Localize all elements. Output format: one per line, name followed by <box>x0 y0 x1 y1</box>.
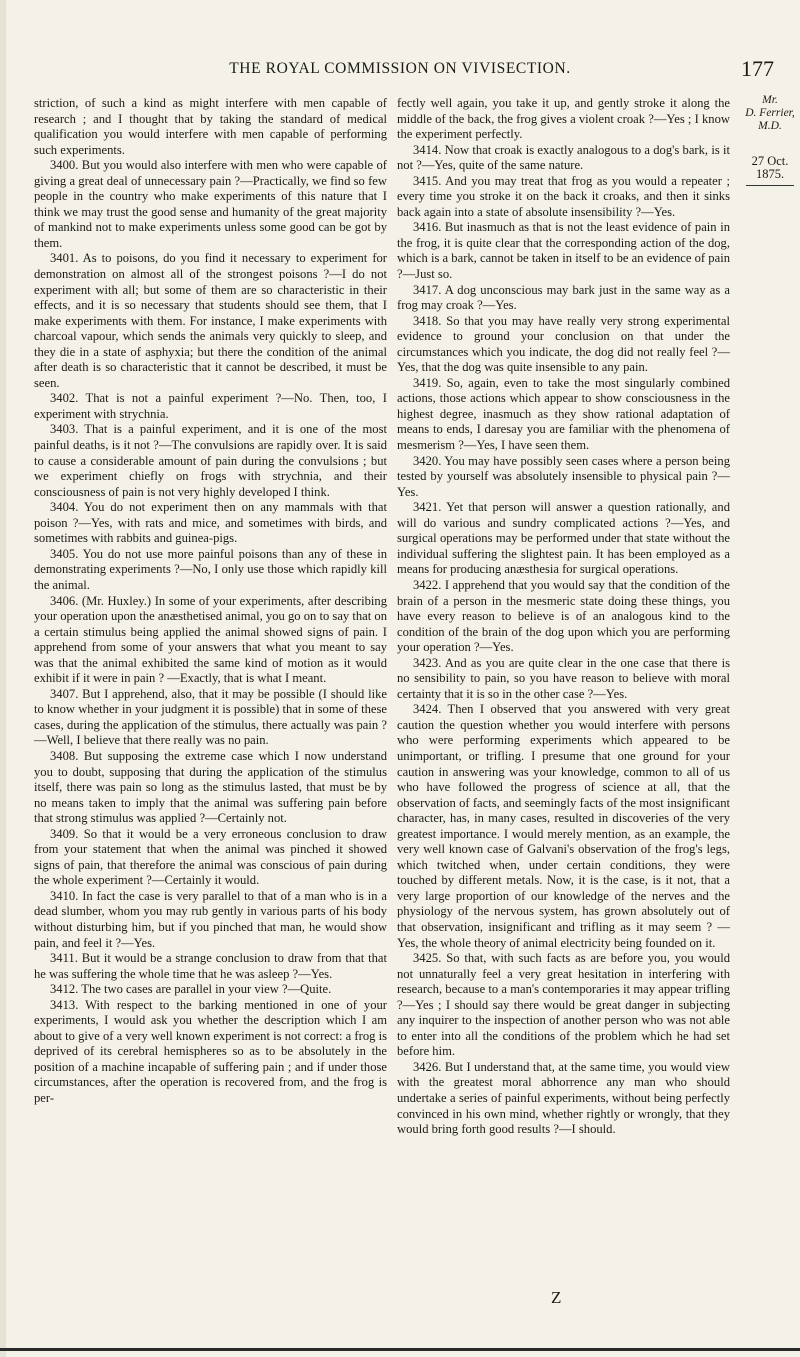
question-3417: 3417. A dog unconscious may bark just in the same way as a frog may croak ?—Yes. <box>397 282 730 313</box>
witness-date: 27 Oct. 1875. <box>751 154 789 181</box>
question-3414: 3414. Now that croak is exactly analogous to a dog's bark, is it not ?—Yes, quite of the same nature. <box>397 142 730 173</box>
question-3425: 3425. So that, with such facts as are before you, you would not unnaturally feel a very great hesitation in interfering with research, because to a man's contemporaries it may appear trifling ?—Yes ; I should say there would be great danger in subjecting any inquirer to the inspection of another person who was not able to enter into all the conditions of the problem which he had set before him. <box>397 951 730 1059</box>
question-3402: 3402. That is not a painful experiment ?—No. Then, too, I experiment with strychnia. <box>34 391 387 421</box>
question-3422: 3422. I apprehend that you would say that the condition of the brain of a person in the mesmeric state doing these things, you have every reason to believe is of an analogous kind to the condition of the brain of the dog upon which you are performing your operation ?—Yes. <box>397 577 730 655</box>
signature-mark: Z <box>551 1288 562 1307</box>
question-3415: 3415. And you may treat that frog as you would a repeater ; every time you stroke it on the back it croaks, and then it sinks back again into a state of absolute insensibility ?—Yes. <box>397 173 730 219</box>
question-3412: 3412. The two cases are parallel in your view ?—Quite. <box>50 982 332 997</box>
witness-prefix: Mr. <box>762 94 778 106</box>
question-3409: 3409. So that it would be a very erroneous conclusion to draw from your statement that when the animal was pinched it showed signs of pain, that therefore the animal was conscious of pain during the whole experiment ?—Certainly it would. <box>34 826 387 888</box>
page-edge-shadow <box>0 0 6 1357</box>
paragraph: striction, of such a kind as might interfere with men capable of research ; and I thought that by taking the standard of medical qualification you would interfere with men capable of performing such experiments. <box>34 96 387 157</box>
question-3410: 3410. In fact the case is very parallel to that of a man who is in a dead slumber, whom you may rub gently in various parts of his body without disturbing him, but if you pinched that man, he would show pain, and feel it ?—Yes. <box>34 888 387 950</box>
question-3405: 3405. You do not use more painful poisons than any of these in demonstrating experiments ?—No, I only use those which rapidly kill the animal. <box>34 546 387 592</box>
question-3406: 3406. (Mr. Huxley.) In some of your experiments, after describing your operation upon the anæsthetised animal, you go on to say that on a certain stimulus being applied the animal showed signs of pain. I apprehend from some of your answers that what you meant to say was that the animal exhibited the same kind of motion as it would exhibit if it were in pain ? —Exactly, that is what I meant. <box>34 593 387 686</box>
question-3404: 3404. You do not experiment then on any mammals with that poison ?—Yes, with rats and mice, and sometimes with birds, and sometimes with rabbits and guinea-pigs. <box>34 500 387 546</box>
witness-degree: M.D. <box>758 120 782 132</box>
left-column <box>34 96 387 1107</box>
question-3401: 3401. As to poisons, do you find it necessary to experiment for demonstration on almost all of the strongest poisons ?—I do not experiment with all; but some of them are so characteristic in their effects, and it is so necessary that students should see them, that I make experiments with them. For instance, I make experiments with charcoal vapour, which sends the animals very quickly to sleep, and they die in a state of asphyxia; but there the condition of the animal after death is so characteristic that it cannot be described, it must be seen. <box>34 251 387 390</box>
question-3423: 3423. And as you are quite clear in the one case that there is no sensibility to pain, so you have reason to believe with moral certainty that it is so in the other case ?—Yes. <box>397 655 730 701</box>
question-3421: 3421. Yet that person will answer a question rationally, and will do various and sundry complicated actions ?—Yes, and surgical operations may be performed under that state without the individual suffering the slightest pain. It has been employed as a means for producing anæsthesia for surgical operations. <box>397 500 730 577</box>
running-title: THE ROYAL COMMISSION ON VIVISECTION. <box>229 60 571 77</box>
question-3426: 3426. But I understand that, at the same time, you would view with the greatest moral abhorrence any man who should undertake a series of painful experiments, without being perfectly convinced in his own mind, whether rightly or wrongly, that they would bring forth good results ?—I should. <box>397 1059 730 1137</box>
question-3407: 3407. But I apprehend, also, that it may be possible (I should like to know whether in your judgment it is possible) that in some of these cases, during the application of the stimulus, there actually was pain ?—Well, I believe that there really was no pain. <box>34 686 387 748</box>
bottom-border <box>0 1348 800 1351</box>
question-3400: 3400. But you would also interfere with men who were capable of giving a great deal of unnecessary pain ?—Practically, we find so few people in the country who make experiments of this nature that I think we may trust the good sense and humanity of the great majority of mankind not to make experiments unless some good can be got by them. <box>34 158 387 250</box>
paragraph: fectly well again, you take it up, and gently stroke it along the middle of the back, the frog gives a violent croak ?—Yes ; I know the experiment perfectly. <box>397 96 730 142</box>
question-3403: 3403. That is a painful experiment, and it is one of the most painful deaths, is it not ?—The convulsions are rapidly over. It is said to cause a considerable amount of pain during the convulsions ; but we experiment chiefly on frogs with strychnia, and their consciousness of pain is not very highly developed I think. <box>34 422 387 499</box>
margin-note <box>744 94 796 186</box>
page-number: 177 <box>741 56 774 81</box>
question-3418: 3418. So that you may have really very strong experimental evidence to ground your conclusion on that under the circumstances which you indicate, the dog did not really feel ?—Yes, that the dog was quite insensible to any pain. <box>397 313 730 375</box>
question-3420: 3420. You may have possibly seen cases where a person being tested by yourself was absolutely insensible to physical pain ?—Yes. <box>397 453 730 499</box>
question-3408: 3408. But supposing the extreme case which I now understand you to doubt, supposing that during the application of the stimulus itself, there was pain so long as the stimulus lasted, that must be by no means taken to imply that the animal was suffering pain before that strong stimulus was applied ?—Certainly not. <box>34 748 387 826</box>
question-3416: 3416. But inasmuch as that is not the least evidence of pain in the frog, it is quite clear that the corresponding action of the dog, which is a bark, cannot be taken in itself to be an evidence of pain ?—Just so. <box>397 220 730 282</box>
page-header <box>0 56 800 82</box>
question-3411: 3411. But it would be a strange conclusion to draw from that that he was suffering the whole time that he was asleep ?—Yes. <box>34 951 387 981</box>
question-3419: 3419. So, again, even to take the most singularly combined actions, those actions which appear to show consciousness in the highest degree, inasmuch as they show rational adaptation of means to ends, I daresay you are familiar with the phenomena of mesmerism ?—Yes, I have seen them. <box>397 375 730 453</box>
question-3424: 3424. Then I observed that you answered with very great caution the question whether you would interfere with persons who were performing experiments which appeared to be unimportant, or trifling. I presume that one ground for your caution in answering was your knowledge, common to all of us who have followed the progress of science at all, that the observation of facts, and seemingly facts of the most insignificant character, has, in many cases, resulted in discoveries of the very greatest importance. I would merely mention, as an example, the very well known case of Galvani's observation of the frog's legs, which twitched when, under certain conditions, they were touched by different metals. Now, it is the case, is it not, that a very large proportion of our knowledge of the nerves and the physiology of the nervous system, has grown absolutely out of that observation, insignificant and trifling as it may seem ? —Yes, the whole theory of animal electricity being founded on it. <box>397 702 730 950</box>
margin-rule <box>746 185 794 186</box>
witness-name: D. Ferrier, <box>745 107 795 119</box>
right-column <box>397 96 730 1138</box>
question-3413: 3413. With respect to the barking mentioned in one of your experiments, I would ask you whether the description which I am about to give of a very well known experiment is not correct: a frog is deprived of its cerebral hemispheres so as to be absolutely in the position of a machine incapable of suffering pain ; and if under those circumstances, after the operation is recovered from, and the frog is per- <box>34 997 387 1105</box>
